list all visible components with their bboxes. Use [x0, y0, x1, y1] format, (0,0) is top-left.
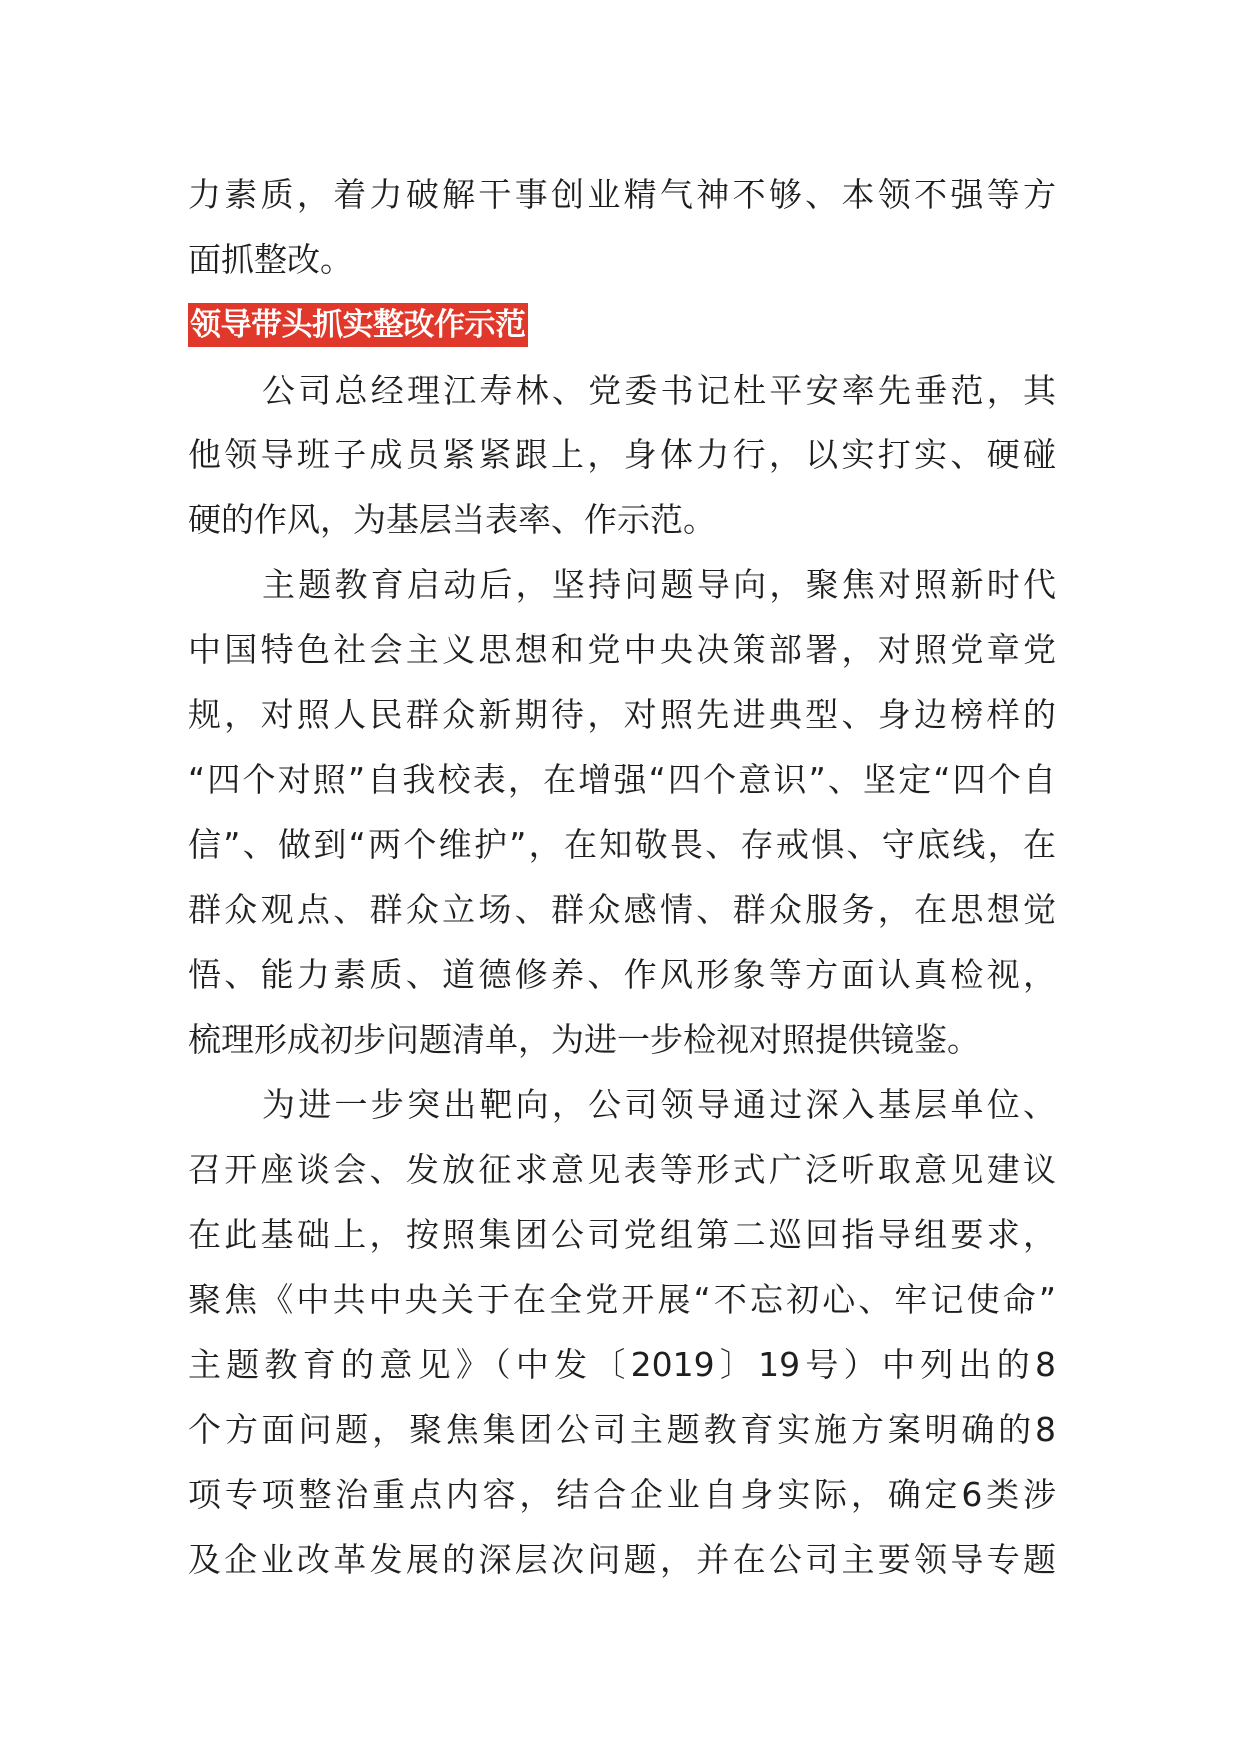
paragraph-line: 中国特色社会主义思想和党中央决策部署，对照党章党: [188, 630, 1056, 669]
paragraph-line: 力素质，着力破解干事创业精气神不够、本领不强等方: [188, 175, 1056, 214]
paragraph-line: 项专项整治重点内容，结合企业自身实际，确定6类涉: [188, 1475, 1056, 1514]
paragraph-line: 他领导班子成员紧紧跟上，身体力行，以实打实、硬碰: [188, 435, 1056, 474]
paragraph-line: 硬的作风，为基层当表率、作示范。: [188, 500, 716, 539]
paragraph-line: 悟、能力素质、道德修养、作风形象等方面认真检视，: [188, 955, 1056, 994]
paragraph-line: 及企业改革发展的深层次问题，并在公司主要领导专题: [188, 1540, 1056, 1579]
paragraph-line: 召开座谈会、发放征求意见表等形式广泛听取意见建议: [188, 1150, 1056, 1189]
paragraph-line: 梳理形成初步问题清单，为进一步检视对照提供镜鉴。: [188, 1020, 980, 1059]
paragraph-line: “四个对照”自我校表，在增强“四个意识”、坚定“四个自: [188, 760, 1056, 799]
paragraph-line: 公司总经理江寿林、党委书记杜平安率先垂范，其: [262, 371, 1056, 410]
paragraph-line: 主题教育的意见》（中发〔2019〕19号）中列出的8: [188, 1345, 1056, 1384]
paragraph-line: 在此基础上，按照集团公司党组第二巡回指导组要求，: [188, 1215, 1056, 1254]
paragraph-line: 聚焦《中共中央关于在全党开展“不忘初心、牢记使命”: [188, 1280, 1056, 1319]
paragraph-line: 规，对照人民群众新期待，对照先进典型、身边榜样的: [188, 695, 1056, 734]
section-heading-wrapper: [188, 303, 528, 349]
paragraph-line: 面抓整改。: [188, 240, 353, 279]
section-heading: 领导带头抓实整改作示范: [188, 303, 528, 347]
paragraph-line: 为进一步突出靶向，公司领导通过深入基层单位、: [262, 1085, 1056, 1124]
paragraph-line: 个方面问题，聚焦集团公司主题教育实施方案明确的8: [188, 1410, 1056, 1449]
paragraph-line: 信”、做到“两个维护”，在知敬畏、存戒惧、守底线，在: [188, 825, 1056, 864]
paragraph-line: 主题教育启动后，坚持问题导向，聚焦对照新时代: [262, 565, 1056, 604]
paragraph-line: 群众观点、群众立场、群众感情、群众服务，在思想觉: [188, 890, 1056, 929]
